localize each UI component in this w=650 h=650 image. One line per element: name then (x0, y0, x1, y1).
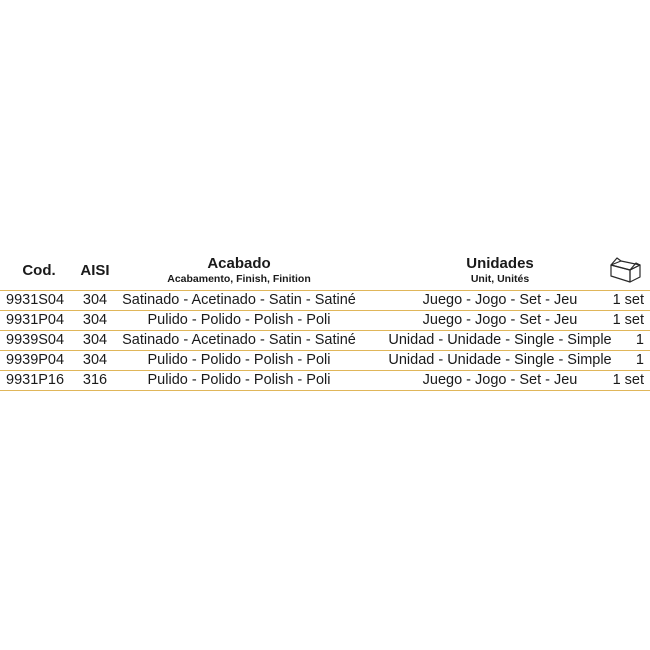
table-header (0, 252, 650, 291)
header-code: Cod. (22, 262, 56, 279)
cell-finish: Satinado - Acetinado - Satin - Satiné (122, 332, 356, 348)
product-table (0, 252, 650, 391)
cell-aisi: 304 (82, 332, 108, 348)
header-units-title: Unidades (466, 255, 534, 272)
header-units (366, 255, 634, 285)
header-finish-subtitle: Acabamento, Finish, Finition (167, 273, 311, 285)
cell-units: Unidad - Unidade - Single - Simple (388, 352, 612, 368)
cell-units: Juego - Jogo - Set - Jeu (422, 292, 578, 308)
cell-qty: 1 set (612, 292, 644, 308)
cell-code: 9939P04 (6, 352, 65, 368)
header-finish-title: Acabado (207, 255, 271, 272)
table-row (0, 311, 650, 331)
cell-finish: Pulido - Polido - Polish - Poli (147, 352, 331, 368)
cell-qty: 1 set (612, 312, 644, 328)
cell-units: Juego - Jogo - Set - Jeu (422, 312, 578, 328)
table-row (0, 291, 650, 311)
cell-finish: Pulido - Polido - Polish - Poli (147, 372, 331, 388)
cell-qty: 1 (635, 332, 644, 348)
cell-aisi: 304 (82, 352, 108, 368)
cell-aisi: 304 (82, 312, 108, 328)
cell-aisi: 316 (82, 372, 108, 388)
table-row (0, 331, 650, 351)
cell-finish: Satinado - Acetinado - Satin - Satiné (122, 292, 356, 308)
cell-qty: 1 set (612, 372, 644, 388)
cell-qty: 1 (635, 352, 644, 368)
cell-aisi: 304 (82, 292, 108, 308)
cell-units: Juego - Jogo - Set - Jeu (422, 372, 578, 388)
table-row (0, 351, 650, 371)
table-row (0, 371, 650, 391)
header-units-subtitle: Unit, Unités (470, 273, 530, 285)
cell-code: 9939S04 (6, 332, 65, 348)
cell-code: 9931S04 (6, 292, 65, 308)
cell-code: 9931P04 (6, 312, 65, 328)
box-icon (608, 254, 642, 284)
cell-finish: Pulido - Polido - Polish - Poli (147, 312, 331, 328)
header-aisi: AISI (80, 262, 110, 279)
header-finish (114, 255, 364, 285)
cell-code: 9931P16 (6, 372, 65, 388)
cell-units: Unidad - Unidade - Single - Simple (388, 332, 612, 348)
